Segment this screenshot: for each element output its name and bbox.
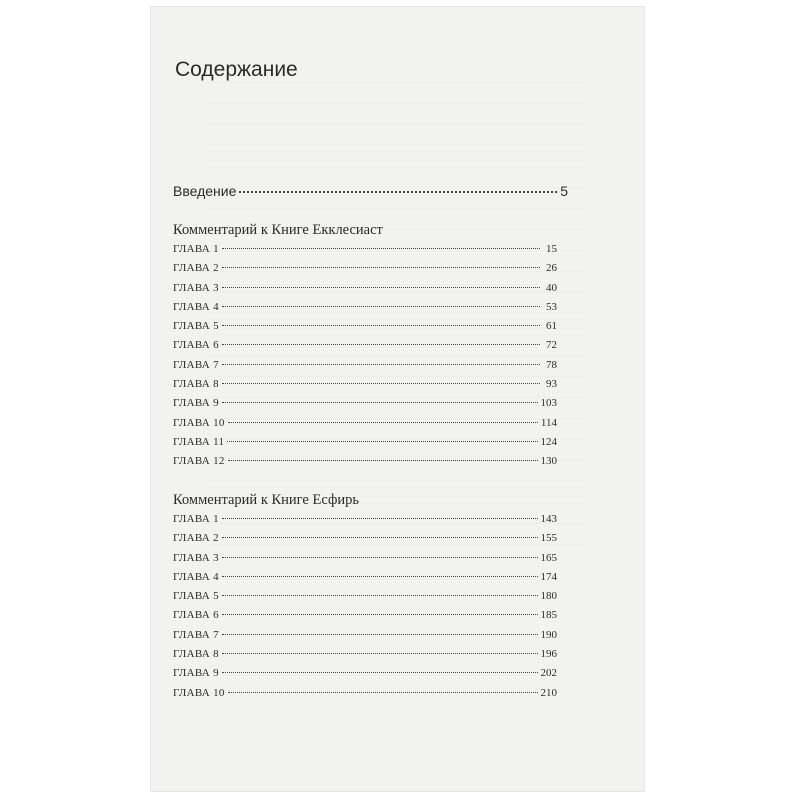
toc-row (173, 436, 557, 455)
dot-leader (228, 460, 538, 461)
toc-row (173, 243, 557, 262)
dot-leader (222, 402, 538, 403)
page-number: 130 (540, 455, 557, 468)
dot-leader (222, 287, 540, 288)
dot-leader (222, 344, 540, 345)
dot-leader (228, 422, 538, 423)
chapter-label: ГЛАВА 11 (173, 435, 225, 448)
page-number: 196 (540, 648, 557, 661)
toc-row (173, 282, 557, 301)
dot-leader (228, 692, 538, 693)
page-number: 26 (546, 262, 557, 275)
chapter-label: ГЛАВА 9 (173, 397, 219, 410)
page-number: 165 (540, 551, 557, 564)
chapter-label: ГЛАВА 5 (173, 590, 219, 603)
dot-leader (227, 441, 537, 442)
chapter-label: ГЛАВА 4 (173, 300, 219, 313)
page-number: 78 (546, 358, 557, 371)
dot-leader (222, 634, 538, 635)
toc-entry-page: 5 (560, 183, 568, 199)
toc-row (173, 629, 557, 648)
dot-leader (239, 191, 557, 193)
chapter-label: ГЛАВА 8 (173, 378, 219, 391)
page-number: 124 (540, 435, 557, 448)
toc-row (173, 301, 557, 320)
dot-leader (222, 557, 538, 558)
page-number: 180 (540, 590, 557, 603)
page-number: 61 (546, 320, 557, 333)
toc-entry-introduction (173, 183, 568, 199)
chapter-list-ecclesiastes (173, 243, 557, 475)
dot-leader (222, 306, 540, 307)
page-number: 72 (546, 339, 557, 352)
chapter-label: ГЛАВА 6 (173, 339, 219, 352)
toc-row (173, 339, 557, 358)
toc-row (173, 455, 557, 474)
toc-row (173, 609, 557, 628)
page-number: 143 (540, 513, 557, 525)
chapter-list-esther (173, 513, 557, 706)
chapter-label: ГЛАВА 3 (173, 551, 219, 564)
toc-row (173, 667, 557, 686)
chapter-label: ГЛАВА 2 (173, 262, 219, 275)
chapter-label: ГЛАВА 10 (173, 686, 225, 699)
chapter-label: ГЛАВА 8 (173, 648, 219, 661)
toc-row (173, 648, 557, 667)
page-number: 202 (540, 667, 557, 680)
page-number: 210 (540, 686, 557, 699)
chapter-label: ГЛАВА 9 (173, 667, 219, 680)
dot-leader (222, 576, 538, 577)
toc-row (173, 378, 557, 397)
dot-leader (222, 537, 538, 538)
toc-row (173, 687, 557, 706)
page-number: 53 (546, 300, 557, 313)
page-number: 190 (540, 628, 557, 641)
chapter-label: ГЛАВА 3 (173, 281, 219, 294)
toc-row (173, 417, 557, 436)
toc-row (173, 513, 557, 532)
section-heading-ecclesiastes: Комментарий к Книге Екклесиаст (173, 222, 383, 238)
toc-row (173, 552, 557, 571)
dot-leader (222, 518, 538, 519)
chapter-label: ГЛАВА 7 (173, 628, 219, 641)
chapter-label: ГЛАВА 1 (173, 513, 219, 525)
dot-leader (222, 325, 540, 326)
chapter-label: ГЛАВА 12 (173, 455, 225, 468)
page-title: Содержание (175, 58, 298, 81)
chapter-label: ГЛАВА 4 (173, 570, 219, 583)
toc-row (173, 532, 557, 551)
toc-row (173, 262, 557, 281)
chapter-label: ГЛАВА 6 (173, 609, 219, 622)
chapter-label: ГЛАВА 10 (173, 416, 225, 429)
chapter-label: ГЛАВА 1 (173, 243, 219, 255)
dot-leader (222, 364, 540, 365)
page-number: 185 (540, 609, 557, 622)
dot-leader (222, 383, 540, 384)
toc-row (173, 397, 557, 416)
toc-row (173, 320, 557, 339)
dot-leader (222, 267, 540, 268)
toc-row (173, 571, 557, 590)
page-number: 174 (540, 570, 557, 583)
page-number: 114 (540, 416, 557, 429)
page-number: 40 (546, 281, 557, 294)
section-heading-esther: Комментарий к Книге Есфирь (173, 492, 359, 508)
dot-leader (222, 595, 538, 596)
chapter-label: ГЛАВА 7 (173, 358, 219, 371)
dot-leader (222, 614, 538, 615)
page-number: 15 (546, 243, 557, 255)
dot-leader (222, 653, 538, 654)
page-number: 93 (546, 378, 557, 391)
dot-leader (222, 672, 538, 673)
toc-row (173, 590, 557, 609)
chapter-label: ГЛАВА 2 (173, 532, 219, 545)
page-number: 155 (540, 532, 557, 545)
page-number: 103 (540, 397, 557, 410)
toc-row (173, 359, 557, 378)
toc-entry-label: Введение (173, 183, 237, 199)
chapter-label: ГЛАВА 5 (173, 320, 219, 333)
dot-leader (222, 248, 540, 249)
